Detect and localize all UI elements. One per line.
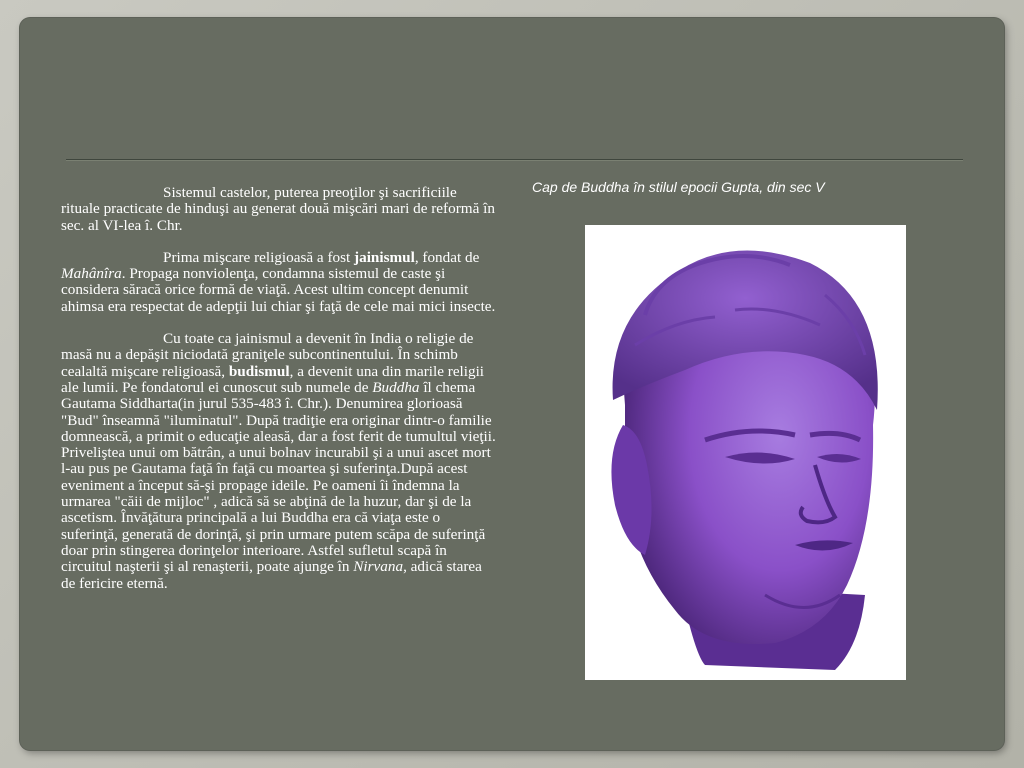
paragraph-2 [61,250,498,315]
body-text [61,185,498,608]
paragraph-1 [61,185,498,234]
paragraph-2-part1: Prima mişcare religioasă a fost [163,248,355,266]
paragraph-3-part4: , adică starea de fericire eternă. [61,558,482,592]
image-caption: Cap de Buddha în stilul epocii Gupta, din sec V [532,179,825,195]
paragraph-3-part2: , a devenit una din marile religii ale lumii. Pe fondatorul ei cunoscut sub numele de [61,362,485,396]
paragraph-1-text: Sistemul castelor, puterea preoţilor şi sacrificiile rituale practicate de hinduşi au generat două mişcări mari de reformă în sec. al VI-lea î. Chr. [61,184,495,234]
buddha-head-illustration [585,225,906,680]
paragraph-3-part3: îl chema Gautama Siddharta(in jurul 535-483 î. Chr.). Denumirea glorioasă "Bud" înseamnă "iluminatul". După tradiţie era originar dintr-o familie domnească, a primit o educaţie aleasă, dar a fost ferit de tumultul vieţii. Priveliştea unui om bătrân, a unui bolnav incurabil şi a unui ascet mort l-au pus pe Gautama faţă în faţă cu moartea şi suferinţa.După acest eveniment a început să-şi propage ideile. Pe oameni îi îndemna la urmarea "căii de mijloc" , adică să se abţină de la huzur, dar şi de la ascetism. Învăţătura principală a lui Buddha era că viaţa este o suferinţă, generată de dorinţă, şi prin urmare putem scăpa de suferinţă doar prin stingerea dorinţelor interioare. Astfel sufletul scapă în circuitul naşterii şi al renaşterii, poate ajunge în [61,378,496,576]
buddha-head-image [585,225,906,680]
paragraph-3-part1: Cu toate ca jainismul a devenit în India o religie de masă nu a depăşit niciodată graniţele subcontinentului. În schimb cealaltă mişcare religioasă, [61,330,474,380]
budismul-term: budismul [228,362,290,380]
jainismul-term: jainismul [354,248,415,266]
nirvana-term: Nirvana [353,558,404,576]
paragraph-2-part2: , fondat de [414,248,480,266]
mahanira-name: Mahânîra [61,265,122,283]
paragraph-2-part3: . Propaga nonviolenţa, condamna sistemul de caste şi considera săracă orice formă de viaţă. Acest ultim concept denumit ahimsa era respectat de adepţii lui chiar şi faţă de cele mai mici insecte. [61,265,496,315]
paragraph-3 [61,331,498,592]
buddha-name: Buddha [372,378,420,396]
title-divider [66,159,963,161]
